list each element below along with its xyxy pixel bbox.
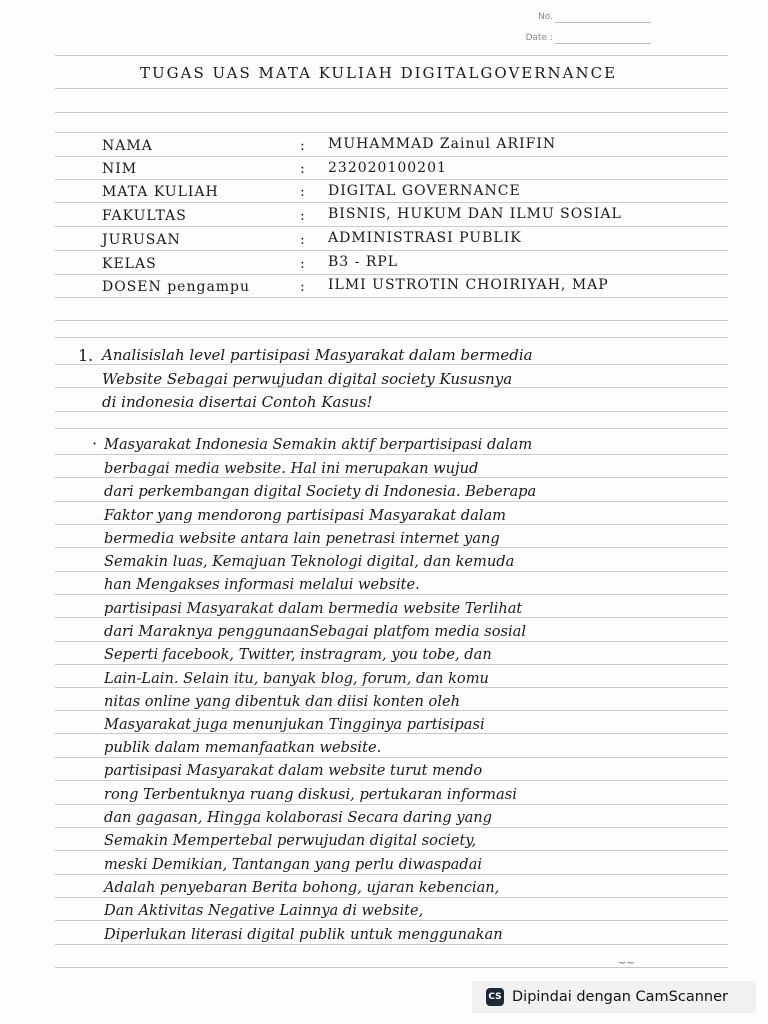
identity-label: JURUSAN (102, 232, 181, 248)
answer-line: berbagai media website. Hal ini merupakan wujud (104, 460, 479, 477)
ruled-line (55, 501, 728, 502)
answer-line: partisipasi Masyarakat dalam bermedia website Terlihat (104, 600, 523, 617)
identity-label: KELAS (102, 256, 157, 272)
identity-label: NIM (102, 161, 138, 177)
ruled-line (55, 202, 728, 203)
identity-value: 232020100201 (328, 160, 447, 176)
answer-line: bermedia website antara lain penetrasi internet yang (104, 530, 500, 547)
answer-line: Semakin luas, Kemajuan Teknologi digital, dan kemuda (104, 553, 515, 570)
answer-line: Semakin Mempertebal perwujudan digital society, (104, 832, 477, 849)
ruled-line (55, 827, 728, 828)
answer-line: Dan Aktivitas Negative Lainnya di website, (104, 902, 424, 919)
ruled-line (55, 337, 728, 338)
no-label: No. (538, 12, 553, 22)
camscanner-watermark (472, 981, 756, 1013)
ruled-line (55, 88, 728, 89)
identity-value: ADMINISTRASI PUBLIK (328, 230, 522, 246)
identity-value: B3 - RPL (328, 254, 399, 270)
identity-value: DIGITAL GOVERNANCE (328, 183, 521, 199)
identity-value: BISNIS, HUKUM DAN ILMU SOSIAL (328, 206, 622, 222)
date-line (555, 43, 651, 44)
answer-line: dari Maraknya penggunaanSebagai platfom media sosial (104, 623, 527, 640)
answer-line: Seperti facebook, Twitter, instragram, you tobe, dan (104, 646, 492, 663)
question-line: Website Sebagai perwujudan digital society Kususnya (102, 370, 513, 388)
answer-line: han Mengakses informasi melalui website. (104, 576, 420, 593)
ruled-line (55, 524, 728, 525)
ruled-line (55, 850, 728, 851)
ruled-line (55, 710, 728, 711)
answer-line: Adalah penyebaran Berita bohong, ujaran kebencian, (104, 879, 500, 896)
ruled-line (55, 874, 728, 875)
ruled-line (55, 250, 728, 251)
question-line: di indonesia disertai Contoh Kasus! (102, 393, 373, 411)
identity-colon: : (300, 161, 305, 177)
identity-colon: : (300, 138, 305, 154)
ruled-line (55, 179, 728, 180)
identity-label: DOSEN pengampu (102, 279, 251, 295)
ruled-line (55, 664, 728, 665)
ruled-line (55, 132, 728, 133)
ruled-line (55, 364, 728, 365)
ruled-line (55, 428, 728, 429)
ruled-line (55, 804, 728, 805)
ruled-line (55, 617, 728, 618)
ruled-line (55, 547, 728, 548)
ruled-line (55, 411, 728, 412)
answer-line: Faktor yang mendorong partisipasi Masyarakat dalam (104, 507, 507, 524)
ruled-line (55, 55, 728, 56)
identity-label: MATA KULIAH (102, 184, 219, 200)
answer-line: partisipasi Masyarakat dalam website turut mendo (104, 762, 483, 779)
ruled-line (55, 156, 728, 157)
question-line: Analisislah level partisipasi Masyarakat dalam bermedia (102, 346, 533, 364)
page-title: TUGAS UAS MATA KULIAH DIGITALGOVERNANCE (140, 64, 618, 82)
camscanner-logo-icon: CS (486, 988, 504, 1006)
ruled-line (55, 320, 728, 321)
identity-colon: : (300, 184, 305, 200)
ruled-line (55, 780, 728, 781)
ruled-line (55, 733, 728, 734)
ruled-line (55, 944, 728, 945)
ruled-line (55, 297, 728, 298)
ruled-line (55, 477, 728, 478)
ruled-line (55, 571, 728, 572)
answer-line: rong Terbentuknya ruang diskusi, pertukaran informasi (104, 786, 517, 803)
identity-colon: : (300, 232, 305, 248)
answer-line: Lain-Lain. Selain itu, banyak blog, forum, dan komu (104, 670, 489, 687)
answer-line: meski Demikian, Tantangan yang perlu diwaspadai (104, 856, 483, 873)
identity-label: FAKULTAS (102, 208, 187, 224)
corner-mark: ~~ (618, 958, 635, 969)
ruled-line (55, 226, 728, 227)
ruled-line (55, 454, 728, 455)
ruled-line (55, 594, 728, 595)
camscanner-text: Dipindai dengan CamScanner (512, 989, 729, 1005)
answer-line: Masyarakat Indonesia Semakin aktif berpartisipasi dalam (104, 436, 533, 453)
ruled-line (55, 274, 728, 275)
ruled-line (55, 641, 728, 642)
answer-bullet: · (92, 434, 98, 453)
ruled-line (55, 897, 728, 898)
ruled-line (55, 687, 728, 688)
answer-line: Diperlukan literasi digital publik untuk menggunakan (104, 926, 503, 943)
identity-colon: : (300, 208, 305, 224)
answer-line: publik dalam memanfaatkan website. (104, 739, 382, 756)
answer-line: dan gagasan, Hingga kolaborasi Secara daring yang (104, 809, 493, 826)
identity-colon: : (300, 279, 305, 295)
ruled-line (55, 112, 728, 113)
date-label: Date : (525, 33, 553, 43)
identity-value: ILMI USTROTIN CHOIRIYAH, MAP (328, 277, 609, 293)
answer-line: Masyarakat juga menunjukan Tingginya partisipasi (104, 716, 485, 733)
ruled-line (55, 920, 728, 921)
answer-line: dari perkembangan digital Society di Indonesia. Beberapa (104, 483, 537, 500)
answer-line: nitas online yang dibentuk dan diisi konten oleh (104, 693, 461, 710)
ruled-line (55, 757, 728, 758)
identity-value: MUHAMMAD Zainul ARIFIN (328, 136, 557, 152)
question-number: 1. (78, 346, 94, 365)
identity-colon: : (300, 256, 305, 272)
identity-label: NAMA (102, 138, 153, 154)
no-line (555, 22, 651, 23)
